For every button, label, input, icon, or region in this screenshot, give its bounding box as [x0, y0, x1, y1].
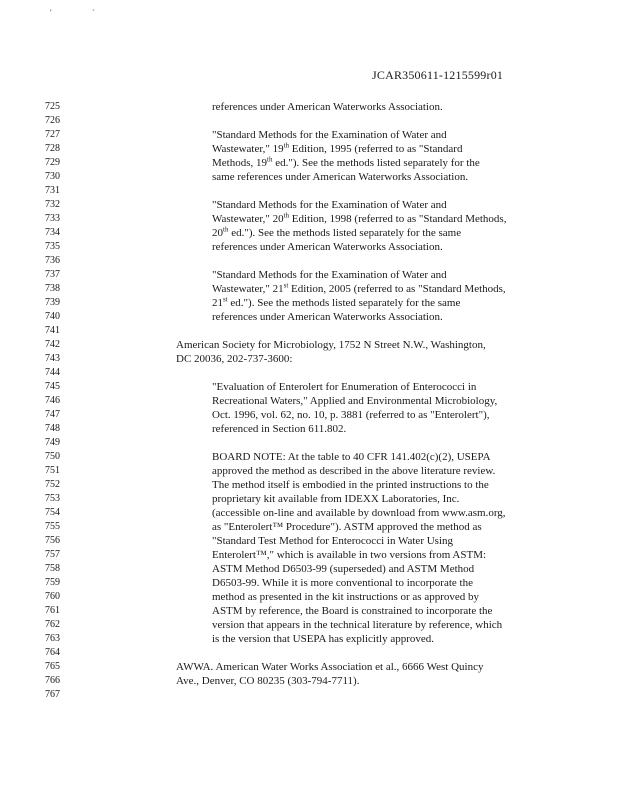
- text-line-747: Oct. 1996, vol. 62, no. 10, p. 3881 (referred to as "Enterolert"),: [212, 409, 490, 421]
- line-number: 757: [45, 549, 60, 560]
- line-number: 765: [45, 661, 60, 672]
- line-number: 741: [45, 325, 60, 336]
- text-line-755: as "Enterolert™ Procedure"). ASTM approved the method as: [212, 521, 482, 533]
- text-line-729-b: ed."). See the methods listed separately for the: [272, 157, 480, 169]
- scan-mark-2: `: [92, 8, 95, 18]
- line-number: 733: [45, 213, 60, 224]
- line-number: 744: [45, 367, 60, 378]
- text-line-734-a: 20: [212, 227, 223, 239]
- text-line-751: approved the method as described in the above literature review.: [212, 465, 496, 477]
- line-number: 748: [45, 423, 60, 434]
- line-number: 737: [45, 269, 60, 280]
- line-number: 752: [45, 479, 60, 490]
- text-line-733-b: Edition, 1998 (referred to as "Standard Methods,: [289, 213, 507, 225]
- text-line-765: AWWA. American Water Works Association et al., 6666 West Quincy: [176, 661, 484, 673]
- text-line-759: D6503-99. While it is more conventional to incorporate the: [212, 577, 473, 589]
- line-number: 754: [45, 507, 60, 518]
- text-line-732: "Standard Methods for the Examination of Water and: [212, 199, 447, 211]
- line-number: 736: [45, 255, 60, 266]
- text-line-734-b: ed."). See the methods listed separately for the same: [228, 227, 462, 239]
- text-line-754: (accessible on-line and available by download from www.asm.org,: [212, 507, 506, 519]
- line-number: 729: [45, 157, 60, 168]
- text-line-746: Recreational Waters," Applied and Environmental Microbiology,: [212, 395, 498, 407]
- superscript: th: [267, 155, 273, 164]
- text-line-761: ASTM by reference, the Board is constrained to incorporate the: [212, 605, 493, 617]
- scan-mark-1: ': [50, 8, 52, 18]
- text-line-760: method as presented in the kit instructions or as approved by: [212, 591, 479, 603]
- line-number: 734: [45, 227, 60, 238]
- text-line-739-a: 21: [212, 297, 223, 309]
- line-number: 735: [45, 241, 60, 252]
- line-number: 764: [45, 647, 60, 658]
- line-number: 767: [45, 689, 60, 700]
- line-number: 762: [45, 619, 60, 630]
- text-line-725: references under American Waterworks Association.: [212, 101, 443, 113]
- line-number: 758: [45, 563, 60, 574]
- line-number: 743: [45, 353, 60, 364]
- superscript: th: [283, 211, 290, 220]
- line-number: 755: [45, 521, 60, 532]
- line-number: 732: [45, 199, 60, 210]
- text-line-766: Ave., Denver, CO 80235 (303-794-7711).: [176, 675, 360, 687]
- line-number: 749: [45, 437, 60, 448]
- line-number: 753: [45, 493, 60, 504]
- text-line-763: is the version that USEPA has explicitly approved.: [212, 633, 435, 645]
- text-line-727: "Standard Methods for the Examination of Water and: [212, 129, 447, 141]
- text-line-762: version that appears in the technical literature by reference, which: [212, 619, 503, 631]
- line-number: 750: [45, 451, 60, 462]
- line-number: 759: [45, 577, 60, 588]
- line-number: 760: [45, 591, 60, 602]
- text-line-738-b: Edition, 2005 (referred to as "Standard Methods,: [288, 283, 506, 295]
- superscript: st: [283, 281, 289, 290]
- text-line-728-b: Edition, 1995 (referred to as "Standard: [289, 143, 463, 155]
- text-line-758: ASTM Method D6503-99 (superseded) and ASTM Method: [212, 563, 475, 575]
- text-line-733-a: Wastewater," 20: [212, 213, 284, 225]
- line-number: 731: [45, 185, 60, 196]
- text-line-750: BOARD NOTE: At the table to 40 CFR 141.402(c)(2), USEPA: [212, 451, 491, 463]
- document-id: JCAR350611-1215599r01: [372, 68, 504, 82]
- line-number: 756: [45, 535, 60, 546]
- line-number: 766: [45, 675, 60, 686]
- line-number: 747: [45, 409, 60, 420]
- text-line-745: "Evaluation of Enterolert for Enumeration of Enterococci in: [212, 381, 477, 393]
- text-line-739: [212, 296, 460, 310]
- line-number: 742: [45, 339, 60, 350]
- line-number: 763: [45, 633, 60, 644]
- line-number: 745: [45, 381, 60, 392]
- line-number: 725: [45, 101, 60, 112]
- text-line-729: [212, 156, 480, 170]
- line-number: 739: [45, 297, 60, 308]
- line-number: 761: [45, 605, 60, 616]
- text-line-735: references under American Waterworks Association.: [212, 241, 443, 253]
- text-line-739-b: ed."). See the methods listed separately for the same: [227, 297, 461, 309]
- text-line-740: references under American Waterworks Association.: [212, 311, 443, 323]
- text-line-728: [212, 142, 462, 156]
- line-number: 726: [45, 115, 60, 126]
- line-number: 738: [45, 283, 60, 294]
- text-line-753: proprietary kit available from IDEXX Laboratories, Inc.: [212, 493, 460, 505]
- text-line-742: American Society for Microbiology, 1752 N Street N.W., Washington,: [176, 339, 486, 351]
- text-line-734: [212, 226, 461, 240]
- text-line-733: [212, 212, 506, 226]
- text-line-757: Enterolert™," which is available in two versions from ASTM:: [212, 549, 487, 561]
- line-number: 730: [45, 171, 60, 182]
- text-line-738: [212, 282, 506, 296]
- line-number: 728: [45, 143, 60, 154]
- line-number: 751: [45, 465, 60, 476]
- text-line-738-a: Wastewater," 21: [212, 283, 284, 295]
- superscript: st: [223, 295, 228, 304]
- superscript: th: [283, 141, 290, 150]
- line-number: 727: [45, 129, 60, 140]
- text-line-730: same references under American Waterworks Association.: [212, 171, 469, 183]
- text-line-743: DC 20036, 202-737-3600:: [176, 353, 293, 365]
- superscript: th: [223, 225, 229, 234]
- line-number: 746: [45, 395, 60, 406]
- line-number: 740: [45, 311, 60, 322]
- text-line-737: "Standard Methods for the Examination of Water and: [212, 269, 447, 281]
- text-line-728-a: Wastewater," 19: [212, 143, 284, 155]
- text-line-748: referenced in Section 611.802.: [212, 423, 347, 435]
- text-line-752: The method itself is embodied in the printed instructions to the: [212, 479, 489, 491]
- text-line-729-a: Methods, 19: [212, 157, 267, 169]
- text-line-756: "Standard Test Method for Enterococci in Water Using: [212, 535, 454, 547]
